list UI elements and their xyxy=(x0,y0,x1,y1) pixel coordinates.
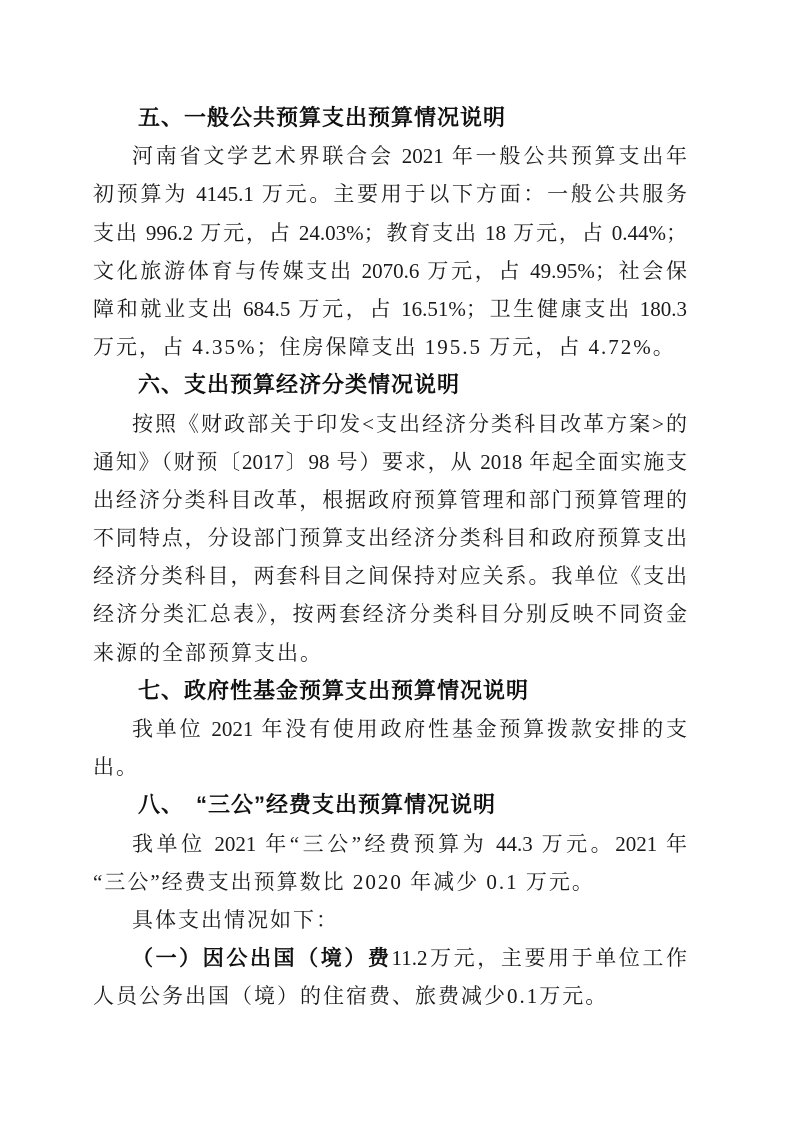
text-line: 通知》（财预〔2017〕98 号）要求，从 2018 年起全面实施支 xyxy=(93,449,687,474)
text-line: 不同特点，分设部门预算支出经济分类科目和政府预算支出 xyxy=(93,526,687,551)
text-line: 经济分类汇总表》，按两套经济分类科目分别反映不同资金 xyxy=(93,602,687,627)
text-line: 我单位 2021 年“三公”经费预算为 44.3 万元。2021 年 xyxy=(132,831,687,856)
text-line: 按照《财政部关于印发<支出经济分类科目改革方案>的 xyxy=(132,411,687,436)
text-line: “三公”经费支出预算数比 2020 年减少 0.1 万元。 xyxy=(93,869,595,894)
text-line: 障和就业支出 684.5 万元，占 16.51%；卫生健康支出 180.3 xyxy=(93,296,687,321)
section-5-heading: 五、一般公共预算支出预算情况说明 xyxy=(138,105,507,130)
text-line: 支出 996.2 万元，占 24.03%；教育支出 18 万元，占 0.44%； xyxy=(93,220,687,245)
text-line: 人员公务出国（境）的住宿费、旅费减少0.1万元。 xyxy=(93,984,609,1009)
text-line: 万元，占 4.35%；住房保障支出 195.5 万元，占 4.72%。 xyxy=(93,335,676,360)
budget-explanation-text xyxy=(93,99,687,1016)
text-line: 出。 xyxy=(93,755,139,780)
text-line: 具体支出情况如下： xyxy=(132,907,339,932)
text-line: 来源的全部预算支出。 xyxy=(93,640,323,665)
text-line: 出经济分类科目改革，根据政府预算管理和部门预算管理的 xyxy=(93,487,687,512)
section-8-heading: 八、 “三公”经费支出预算情况说明 xyxy=(138,792,497,818)
text-line: 经济分类科目，两套科目之间保持对应关系。我单位《支出 xyxy=(93,564,687,589)
item-1-text: 11.2万元，主要用于单位工作 xyxy=(391,946,687,971)
text-line: 初预算为 4145.1 万元。主要用于以下方面：一般公共服务 xyxy=(93,182,687,207)
section-6-heading: 六、支出预算经济分类情况说明 xyxy=(138,372,461,398)
section-7-heading: 七、政府性基金预算支出预算情况说明 xyxy=(138,677,530,703)
text-line: 河南省文学艺术界联合会 2021 年一般公共预算支出年 xyxy=(132,144,687,169)
item-1-bold-label: （一）因公出国（境）费 xyxy=(132,947,392,971)
text-line: 我单位 2021 年没有使用政府性基金预算拨款安排的支 xyxy=(132,717,687,741)
text-line: 文化旅游体育与传媒支出 2070.6 万元，占 49.95%；社会保 xyxy=(93,258,687,283)
text-line xyxy=(93,939,687,977)
